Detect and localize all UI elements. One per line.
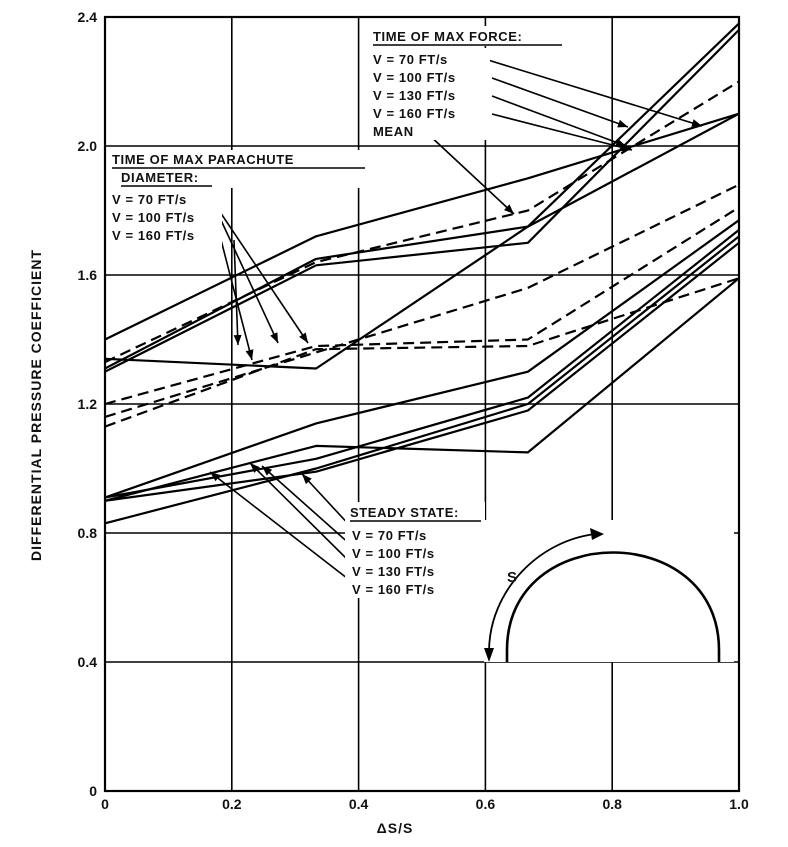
leader-diam-100-line (220, 218, 278, 343)
max-diameter-entry-160: V = 160 FT/s (112, 228, 195, 243)
x-tick-label: 1.0 (729, 796, 749, 812)
x-tick-label: 0.2 (222, 796, 242, 812)
y-tick-label: 1.2 (77, 396, 97, 412)
leader-force-160-line (492, 114, 632, 150)
y-tick-label: 1.6 (77, 267, 97, 283)
steady-state-entry-130: V = 130 FT/s (352, 564, 435, 579)
leader-steady-70-line (302, 474, 352, 528)
max-diameter-series-5 (105, 220, 739, 497)
arc-length-label: S (507, 569, 518, 586)
y-tick-label: 2.0 (77, 138, 97, 154)
y-tick-label: 2.4 (77, 9, 97, 25)
leader-force-100-head (617, 120, 628, 128)
y-tick-label: 0.4 (77, 654, 97, 670)
max-diameter-title-line1: TIME OF MAX PARACHUTE (112, 152, 295, 167)
steady-state-entry-70: V = 70 FT/s (352, 528, 427, 543)
x-tick-label: 0 (101, 796, 109, 812)
steady-state-entry-160: V = 160 FT/s (352, 582, 435, 597)
y-axis-title: DIFFERENTIAL PRESSURE COEFFICIENT (28, 249, 44, 561)
steady-state-annotation (345, 502, 485, 598)
max-force-entry-160: V = 160 FT/s (373, 106, 456, 121)
y-tick-label: 0.8 (77, 525, 97, 541)
max-diameter-title-line2: DIAMETER: (121, 170, 199, 185)
max-force-entry-100: V = 100 FT/s (373, 70, 456, 85)
max-force-entry-70: V = 70 FT/s (373, 52, 448, 67)
max-diameter-entry-100: V = 100 FT/s (112, 210, 195, 225)
y-tick-label: 0 (89, 783, 97, 799)
steady-state-entry-100: V = 100 FT/s (352, 546, 435, 561)
leader-steady-160-head (210, 472, 220, 481)
x-tick-label: 0.4 (348, 796, 369, 812)
max-force-title: TIME OF MAX FORCE: (373, 29, 523, 44)
leader-force-70-head (691, 119, 702, 127)
canopy-inset (484, 520, 734, 662)
max-force-entry-130: V = 130 FT/s (373, 88, 456, 103)
leader-force-70-line (488, 60, 702, 126)
steady-state-series-12 (105, 243, 739, 501)
x-axis-title: ΔS/S (376, 820, 414, 836)
x-tick-label: 0.6 (475, 796, 496, 812)
leader-steady-130-line (250, 463, 352, 564)
max-force-entry-mean: MEAN (373, 124, 414, 139)
max-force-annotation (366, 26, 566, 140)
x-tick-label: 0.8 (602, 796, 622, 812)
leader-diam-100-head (270, 332, 278, 343)
leader-diam-160b-head (234, 335, 242, 345)
steady-state-title: STEADY STATE: (350, 505, 459, 520)
canopy-inset-bg (484, 520, 734, 662)
leader-force-130-line (492, 96, 626, 146)
leader-diam-70-head (299, 333, 308, 344)
max-diameter-entry-70: V = 70 FT/s (112, 192, 187, 207)
